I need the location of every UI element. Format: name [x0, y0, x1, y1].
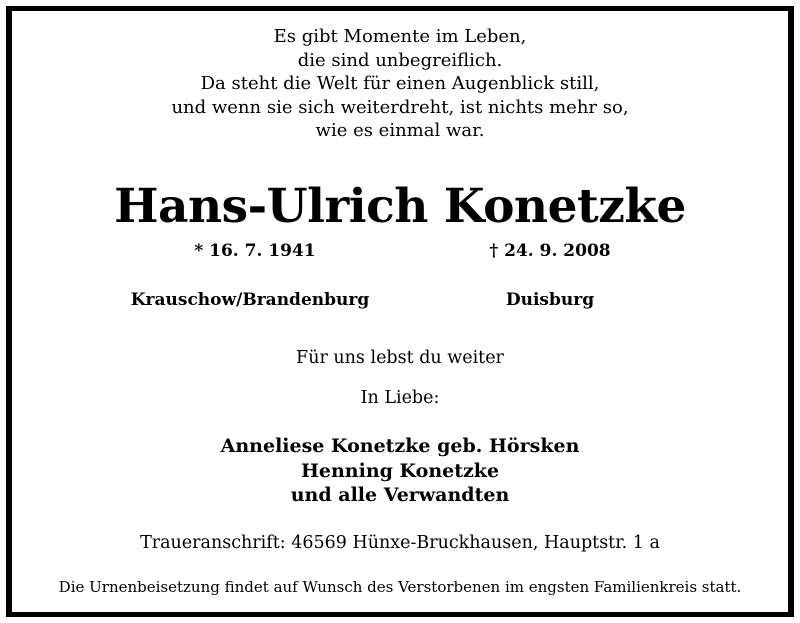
- poem-line: wie es einmal war.: [315, 120, 485, 141]
- death-date: † 24. 9. 2008: [489, 241, 611, 261]
- poem-line: Da steht die Welt für einen Augenblick still,: [200, 73, 600, 94]
- birth-date: * 16. 7. 1941: [194, 241, 316, 261]
- obituary-frame: [6, 6, 794, 617]
- mourning-address: Traueranschrift: 46569 Hünxe-Bruckhausen, Hauptstr. 1 a: [140, 533, 660, 553]
- memorial-poem: [12, 25, 788, 143]
- mourner-name: Henning Konetzke: [300, 459, 500, 482]
- motto-text: Für uns lebst du weiter: [296, 348, 504, 368]
- closing-text: In Liebe:: [360, 388, 440, 408]
- poem-line: die sind unbegreiflich.: [297, 49, 503, 71]
- burial-notice: Die Urnenbeisetzung findet auf Wunsch des Verstorbenen im engsten Familienkreis statt.: [58, 578, 742, 596]
- poem-line: Es gibt Momente im Leben,: [273, 26, 527, 47]
- mourners-list: [12, 434, 788, 508]
- deceased-name: Hans-Ulrich Konetzke: [114, 179, 686, 234]
- mourner-name: und alle Verwandten: [290, 484, 510, 506]
- poem-line: und wenn sie sich weiterdreht, ist nichts mehr so,: [171, 96, 629, 118]
- mourner-name: Anneliese Konetzke geb. Hörsken: [220, 435, 580, 457]
- birth-place: Krauschow/Brandenburg: [130, 290, 370, 310]
- death-place: Duisburg: [505, 290, 595, 310]
